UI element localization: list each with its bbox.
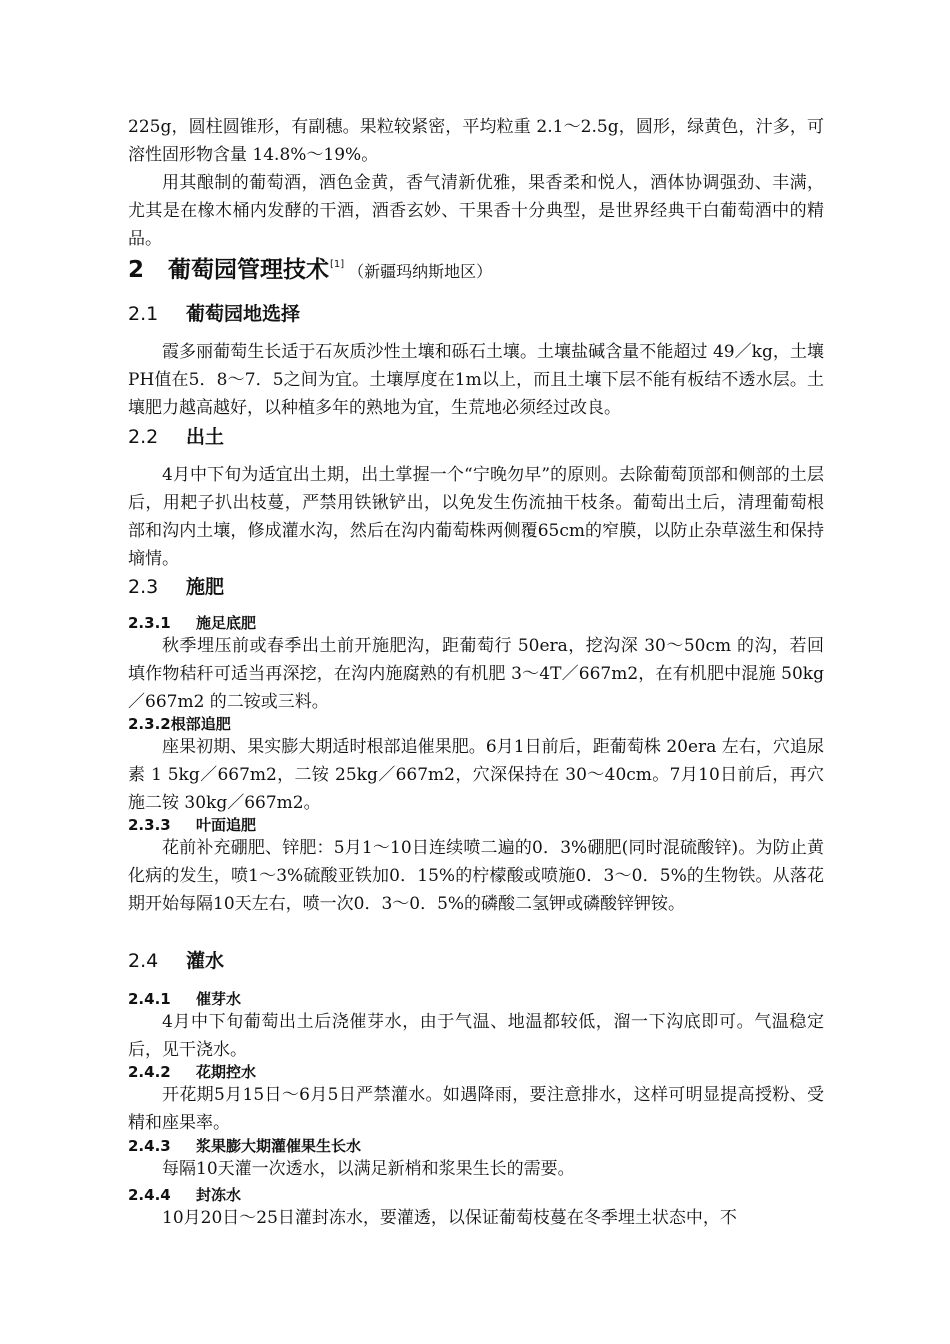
sub-subsection-title: 催芽水 bbox=[196, 990, 242, 1008]
sub-subsection-heading-2-3-3 bbox=[128, 814, 256, 836]
sub-subsection-number: 2.3.2 bbox=[128, 715, 171, 733]
sub-subsection-number: 2.4.1 bbox=[128, 990, 171, 1008]
paragraph-flowering-water-control: 开花期5月15日～6月5日严禁灌水。如遇降雨，要注意排水，这样可明显提高授粉、受精和座果率。 bbox=[128, 1085, 824, 1133]
paragraph-cluster-description: 225g，圆柱圆锥形，有副穗。果粒较紧密，平均粒重 2.1～2.5g，圆形，绿黄色，汁多，可溶性固形物含量 14.8%～19%。 bbox=[128, 117, 824, 165]
subsection-number: 2.3 bbox=[128, 576, 159, 598]
section-number: 2 bbox=[128, 257, 145, 283]
subsection-title: 葡萄园地选择 bbox=[186, 303, 301, 325]
sub-subsection-heading-2-4-3 bbox=[128, 1135, 361, 1157]
paragraph-root-topdressing: 座果初期、果实膨大期适时根部追催果肥。6月1日前后，距葡萄株 20era 左右，穴追尿素 1 5kg／667m2，二铵 25kg／667m2，穴深保持在 30～40cm。7月10日前后，再穴施二铵 30kg／667m2。 bbox=[128, 737, 824, 813]
sub-subsection-title: 封冻水 bbox=[196, 1186, 242, 1204]
subsection-heading-2-3 bbox=[128, 573, 224, 601]
section-region-note: （新疆玛纳斯地区） bbox=[348, 262, 493, 281]
section-heading-2 bbox=[128, 250, 492, 287]
sub-subsection-title: 花期控水 bbox=[196, 1063, 257, 1081]
paragraph-unearthing: 4月中下旬为适宜出土期，出土掌握一个“宁晚勿早”的原则。去除葡萄顶部和侧部的土层后，用耙子扒出枝蔓，严禁用铁锹铲出，以免发生伤流抽干枝条。葡萄出土后，清理葡萄根部和沟内土壤，修成灌水沟，然后在沟内葡萄株两侧覆65cm的窄膜，以防止杂草滋生和保持墒情。 bbox=[128, 465, 824, 569]
paragraph-foliar-fertilizer: 花前补充硼肥、锌肥：5月1～10日连续喷二遍的0．3%硼肥(同时混硫酸锌)。为防止黄化病的发生，喷1～3%硫酸亚铁加0．15%的柠檬酸或喷施0．3～0．5%的生物铁。从落花期开始每隔10天左右，喷一次0．3～0．5%的磷酸二氢钾或磷酸锌钾铵。 bbox=[128, 838, 824, 914]
paragraph-berry-growth-water: 每隔10天灌一次透水，以满足新梢和浆果生长的需要。 bbox=[162, 1159, 575, 1179]
subsection-heading-2-2 bbox=[128, 423, 224, 451]
subsection-number: 2.1 bbox=[128, 303, 159, 325]
sub-subsection-title: 叶面追肥 bbox=[196, 816, 257, 834]
subsection-heading-2-4 bbox=[128, 947, 224, 975]
paragraph-wine-description: 用其酿制的葡萄酒，酒色金黄，香气清新优雅，果香柔和悦人，酒体协调强劲、丰满，尤其是在橡木桶内发酵的干酒，酒香玄妙、干果香十分典型，是世界经典干白葡萄酒中的精品。 bbox=[128, 173, 824, 249]
sub-subsection-heading-2-3-1 bbox=[128, 612, 256, 634]
sub-subsection-heading-2-4-1 bbox=[128, 988, 241, 1010]
sub-subsection-number: 2.4.4 bbox=[128, 1186, 171, 1204]
sub-subsection-heading-2-4-2 bbox=[128, 1061, 256, 1083]
subsection-title: 施肥 bbox=[186, 576, 225, 598]
subsection-title: 灌水 bbox=[186, 950, 225, 972]
paragraph-budding-water: 4月中下旬葡萄出土后浇催芽水，由于气温、地温都较低，溜一下沟底即可。气温稳定后，见干浇水。 bbox=[128, 1012, 824, 1060]
sub-subsection-number: 2.3.1 bbox=[128, 614, 171, 632]
subsection-title: 出土 bbox=[186, 426, 225, 448]
section-title: 葡萄园管理技术 bbox=[168, 257, 329, 283]
sub-subsection-heading-2-3-2 bbox=[128, 713, 231, 735]
subsection-number: 2.4 bbox=[128, 950, 159, 972]
sub-subsection-title: 施足底肥 bbox=[196, 614, 257, 632]
reference-marker: [1] bbox=[330, 259, 345, 270]
paragraph-site-selection: 霞多丽葡萄生长适于石灰质沙性土壤和砾石土壤。土壤盐碱含量不能超过 49／kg，土壤PH值在5．8～7．5之间为宜。土壤厚度在1m以上，而且土壤下层不能有板结不透水层。土壤肥力越高越好，以种植多年的熟地为宜，生荒地必须经过改良。 bbox=[128, 342, 824, 418]
sub-subsection-number: 2.4.3 bbox=[128, 1137, 171, 1155]
sub-subsection-title: 浆果膨大期灌催果生长水 bbox=[196, 1137, 362, 1155]
sub-subsection-number: 2.3.3 bbox=[128, 816, 171, 834]
paragraph-base-fertilizer: 秋季埋压前或春季出土前开施肥沟，距葡萄行 50era，挖沟深 30～50cm 的沟，若回填作物秸秆可适当再深挖，在沟内施腐熟的有机肥 3～4T／667m2，在有机肥中混施 50kg／667m2 的二铵或三料。 bbox=[128, 636, 824, 712]
paragraph-freezing-water: 10月20日～25日灌封冻水，要灌透，以保证葡萄枝蔓在冬季埋土状态中，不 bbox=[162, 1208, 737, 1228]
sub-subsection-number: 2.4.2 bbox=[128, 1063, 171, 1081]
sub-subsection-title: 根部追肥 bbox=[170, 715, 231, 733]
subsection-number: 2.2 bbox=[128, 426, 159, 448]
sub-subsection-heading-2-4-4 bbox=[128, 1184, 241, 1206]
subsection-heading-2-1 bbox=[128, 300, 300, 328]
